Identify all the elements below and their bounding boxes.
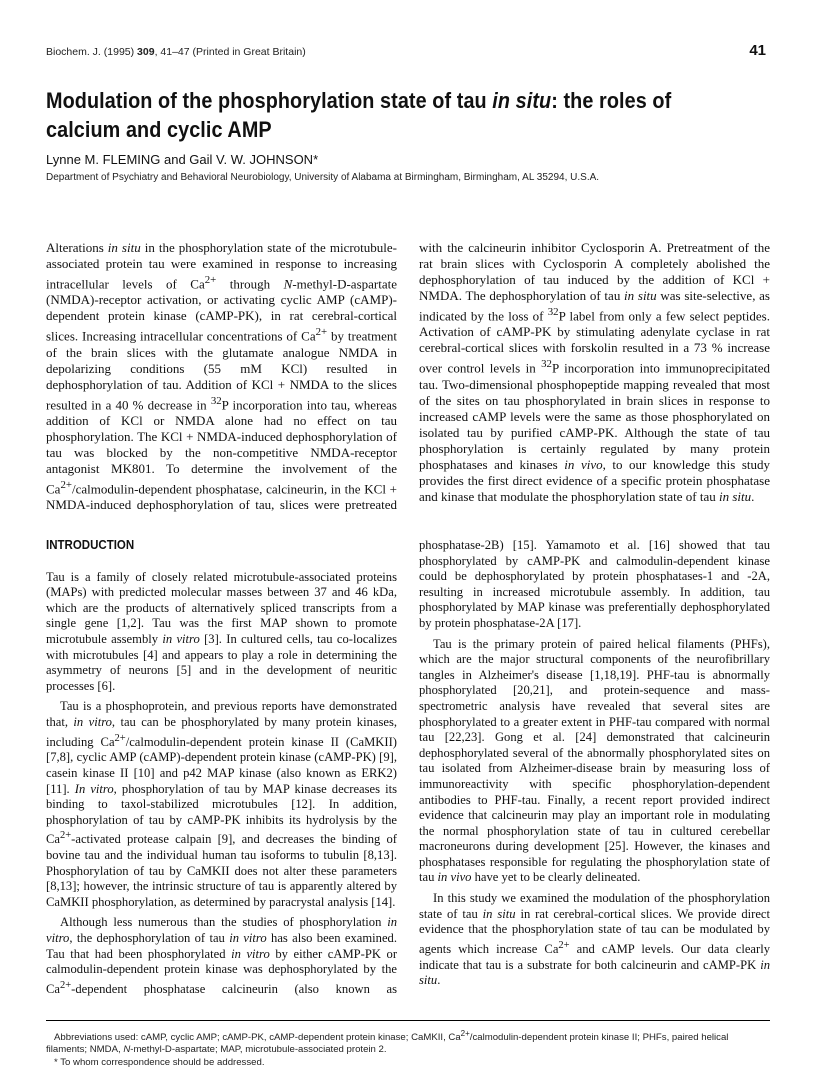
intro-paragraph-1: Tau is a family of closely related microtubule-associated proteins (MAPs) with predicted molecular masses between 37 and 46 kDa, which are the products of alternatively spliced transcripts from a single gene [1,2]. Tau was the first MAP shown to promote microtubule assembly in vitro [3]. In cultured cells, tau co-localizes with microtubules [4] and appears to play a role in determining the asymmetry of neurons [5] and in the development of neuritic processes [6]. bbox=[46, 569, 397, 693]
section-heading: INTRODUCTION bbox=[46, 538, 135, 552]
intro-paragraph-5: In this study we examined the modulation of the phosphorylation state of tau in situ in rat cerebral-cortical slices. We provide direct evidence that the phosphorylation state of tau can be modulated by agents which increase $Ca^{2+}$ and cAMP levels. Our data clearly indicate that tau is a substrate for both calcineurin and cAMP-PK in situ. bbox=[419, 891, 770, 988]
page-number: 41 bbox=[749, 42, 766, 59]
journal-name: Biochem. J. (1995) bbox=[46, 46, 135, 58]
article-title: Modulation of the phosphorylation state of tau in situ: the roles of calcium and cyclic AMP bbox=[46, 88, 672, 142]
intro-paragraph-4: Tau is the primary protein of paired helical filaments (PHFs), which are the major structural components of the neurofibrillary tangles in Alzheimer's disease [1,18,19]. PHF-tau is abnormally phosphorylated [20,21], and protein-sequence and mass-spectrometric analysis have revealed that several sites are phosphorylated to a greater extent in PHF-tau compared with normal tau [22,23]. Gong et al. [24] demonstrated that calcineurin dephosphorylated several of the abnormally phosphorylated sites on tau isolated from Alzheimer-disease brain by measuring loss of immunoreactivity with specific phosphorylation-dependent antibodies to PHF-tau. Finally, a recent report provided indirect evidence that calcineurin may play an important role in modulating the normal phosphorylation state of tau in cultured cerebellar macroneurons during development [25]. However, the kinases and phosphatases responsible for regulating the phosphorylation state of tau in vivo have yet to be clearly delineated. bbox=[419, 636, 770, 885]
article-authors: Lynne M. FLEMING and Gail V. W. JOHNSON* bbox=[46, 152, 319, 167]
article-affiliation: Department of Psychiatry and Behavioral Neurobiology, University of Alabama at Birmingham, Birmingham, AL 35294, U.S.A. bbox=[46, 172, 600, 183]
footnotes bbox=[46, 1028, 770, 1070]
journal-pages: , 41–47 (Printed in Great Britain) bbox=[154, 46, 306, 58]
journal-volume: 309 bbox=[137, 46, 155, 58]
intro-paragraph-2: Tau is a phosphoprotein, and previous reports have demonstrated that, in vitro, tau can be phosphorylated by many protein kinases, including $Ca^{2+}/calmodulin$-dependent protein kinase II (CaMKII) [7,8], cyclic AMP (cAMP)-dependent protein kinase (cAMP-PK) [9], casein kinase II [10] and p42 MAP kinase (also known as ERK2) [11]. In vitro, phosphorylation of tau by MAP kinase decreases its binding to taxol-stabilized microtubules [12]. In addition, phosphorylation of tau by cAMP-PK inhibits its hydrolysis by the $Ca^{2+}$-activated protease calpain [9], and decreases the binding of bovine tau and the individual human tau isoforms to tubulin [8,13]. Phosphorylation of tau by CaMKII does not alter these parameters [8,13]; however, the intrinsic structure of tau is apparently altered by CaMKII phosphorylation, as determined by paracrystal analysis [14]. bbox=[46, 699, 397, 909]
intro-paragraph-3: Although less numerous than the studies of phosphorylation in vitro, the dephosphorylation of tau in vitro has also been examined. Tau that had been phosphorylated in vitro by either cAMP-PK or calmodulin-dependent protein kinase was dephosphorylated by the $Ca^{2+}$-dependent phosphatase calcineurin (also known as phosphatase-2B) [15]. Yamamoto et al. [16] showed that tau phosphorylated by cAMP-PK and calmodulin-dependent kinase could be dephosphorylated by protein phosphatases-1 and -2A, resulting in increased microtubule assembly. In addition, tau phosphorylated by MAP kinase was preferentially dephosphorylated by protein phosphatase-2A [17]. bbox=[46, 538, 770, 996]
introduction-section bbox=[46, 538, 770, 1013]
correspondence-footnote: * To whom correspondence should be addressed. bbox=[54, 1057, 265, 1069]
running-head bbox=[46, 46, 306, 58]
footnote-divider bbox=[46, 1020, 770, 1021]
abstract bbox=[46, 240, 770, 513]
abstract-paragraph: Alterations in situ in the phosphorylation state of the microtubule-associated protein tau were examined in response to increasing intracellular levels of $Ca^{2+}$ through N-methyl-D-aspartate (NMDA)-receptor activation, or activating cyclic AMP (cAMP)-dependent protein kinase (cAMP-PK), in rat cerebral-cortical slices. Increasing intracellular concentrations of $Ca^{2+}$ by treatment of the brain slices with the glutamate analogue NMDA in depolarizing conditions (55 mM KCl) resulted in dephosphorylation of tau. Addition of KCl + NMDA to the slices resulted in a 40 % decrease in $^{32}$P incorporation into tau, whereas addition of KCl or NMDA alone had no effect on tau phosphorylation. The KCl + NMDA-induced dephosphorylation of tau was blocked by the non-competitive NMDA-receptor antagonist MK801. To determine the involvement of the $Ca^{2+}/calmodulin$-dependent phosphatase, calcineurin, in the KCl + NMDA-induced dephosphorylation of tau, slices were pretreated with the calcineurin inhibitor Cyclosporin A. Pretreatment of the rat brain slices with Cyclosporin A completely abolished the dephosphorylation of tau induced by the addition of KCl + NMDA. The dephosphorylation of tau in situ was site-selective, as indicated by the loss of $^{32}$P label from only a few select peptides. Activation of cAMP-PK by stimulating adenylate cyclase in rat cerebral-cortical slices with forskolin resulted in a 73 % increase over control levels in $^{32}$P incorporation into immunoprecipitated tau. Two-dimensional phosphopeptide mapping revealed that most of the sites on tau phosphorylated in brain slices in response to increased cAMP levels were the same as those phosphorylated on isolated tau by purified cAMP-PK. Although the state of tau phosphorylation is certainly regulated by many protein phosphatases and kinases in vivo, to our knowledge this study provides the first direct evidence of a specific protein phosphatase and kinase that modulate the phosphorylation state of tau in situ. bbox=[46, 240, 771, 513]
abbreviations-footnote: Abbreviations used: cAMP, cyclic AMP; cAMP-PK, cAMP-dependent protein kinase; CaMKII, $Ca^{2+}/calmodulin$-dependent protein kinase II; PHFs, paired helical filaments; NMDA, N-methyl-D-aspartate; MAP, microtubule-associated protein 2. bbox=[46, 1029, 729, 1056]
